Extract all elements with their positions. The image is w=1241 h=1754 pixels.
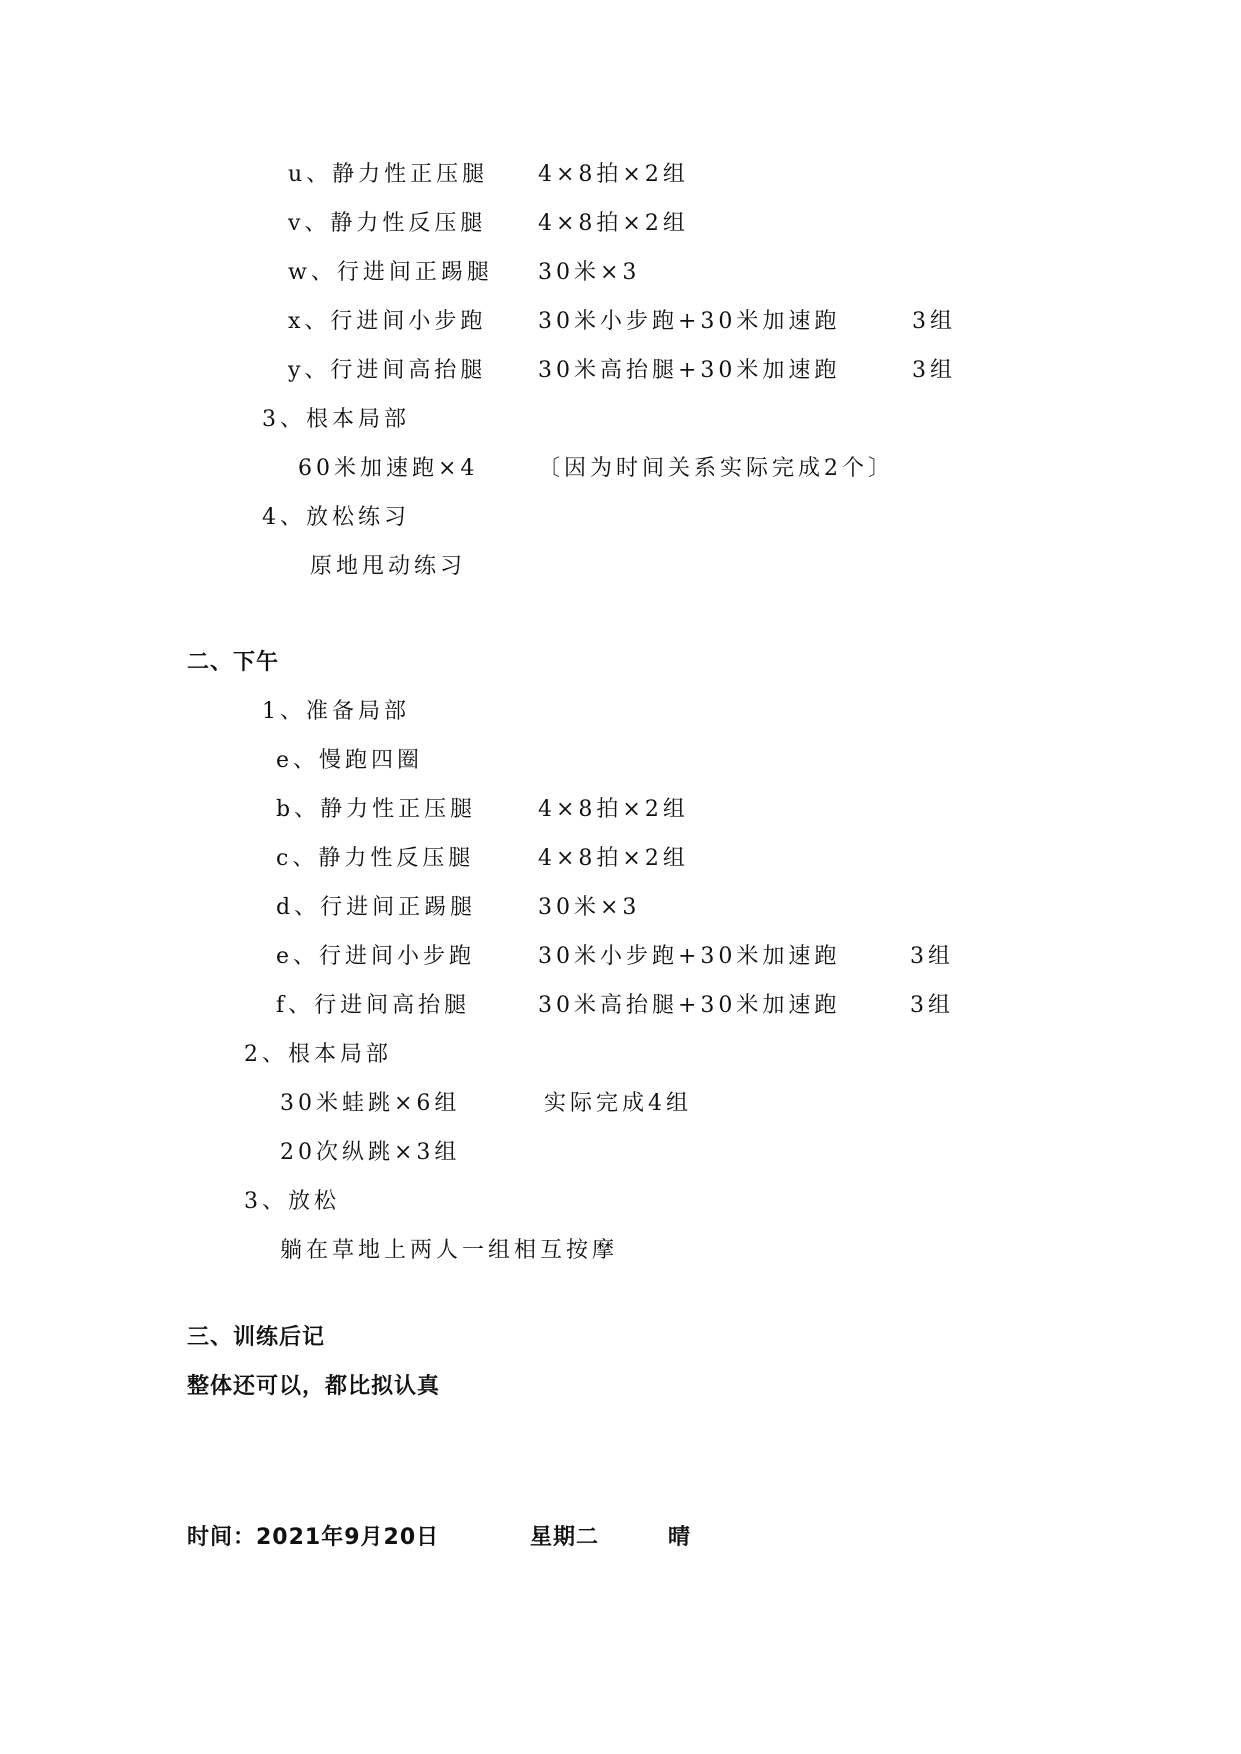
exercise-label: d、行进间正踢腿 (276, 895, 477, 920)
afternoon-heading: 二、下午 (187, 650, 280, 675)
exercise-dose: 30米×3 (538, 895, 641, 920)
basic-item: 60米加速跑×4 (298, 456, 479, 481)
exercise-dose: 4×8拍×2组 (538, 797, 689, 822)
exercise-label: e、慢跑四圈 (276, 748, 424, 773)
basic-item: 20次纵跳×3组 (280, 1140, 461, 1165)
basic-item: 30米蛙跳×6组 (280, 1091, 461, 1116)
exercise-dose: 4×8拍×2组 (538, 162, 689, 187)
prep-heading: 1、准备局部 (262, 699, 410, 724)
exercise-label: v、静力性反压腿 (288, 211, 487, 236)
basic-heading: 2、根本局部 (244, 1042, 392, 1067)
exercise-label: x、行进间小步跑 (288, 309, 487, 334)
exercise-dose: 30米×3 (538, 260, 641, 285)
reflection-body: 整体还可以，都比拟认真 (187, 1374, 441, 1399)
exercise-sets: 3组 (912, 309, 956, 334)
exercise-dose: 30米小步跑+30米加速跑 (538, 309, 841, 334)
exercise-dose: 30米高抬腿+30米加速跑 (538, 993, 841, 1018)
basic-note: 实际完成4组 (544, 1091, 692, 1116)
exercise-sets: 3组 (910, 993, 954, 1018)
weather-text: 晴 (668, 1525, 692, 1550)
basic-heading: 3、根本局部 (262, 407, 410, 432)
exercise-sets: 3组 (912, 358, 956, 383)
exercise-label: f、行进间高抬腿 (276, 993, 471, 1018)
basic-note: 〔因为时间关系实际完成2个〕 (538, 456, 894, 481)
reflection-heading: 三、训练后记 (187, 1325, 326, 1350)
exercise-label: b、静力性正压腿 (276, 797, 477, 822)
exercise-label: w、行进间正踢腿 (288, 260, 493, 285)
relax-heading: 4、放松练习 (262, 505, 410, 530)
relax-item: 原地甩动练习 (310, 554, 467, 579)
exercise-dose: 4×8拍×2组 (538, 846, 689, 871)
exercise-label: e、行进间小步跑 (276, 944, 476, 969)
relax-item: 躺在草地上两人一组相互按摩 (280, 1238, 619, 1263)
relax-heading: 3、放松 (244, 1189, 340, 1214)
exercise-label: y、行进间高抬腿 (288, 358, 487, 383)
exercise-label: u、静力性正压腿 (288, 162, 489, 187)
exercise-label: c、静力性反压腿 (276, 846, 475, 871)
exercise-dose: 30米小步跑+30米加速跑 (538, 944, 841, 969)
exercise-dose: 30米高抬腿+30米加速跑 (538, 358, 841, 383)
exercise-dose: 4×8拍×2组 (538, 211, 689, 236)
weekday-text: 星期二 (530, 1525, 600, 1550)
date-text: 时间：2021年9月20日 (187, 1525, 440, 1550)
exercise-sets: 3组 (910, 944, 954, 969)
